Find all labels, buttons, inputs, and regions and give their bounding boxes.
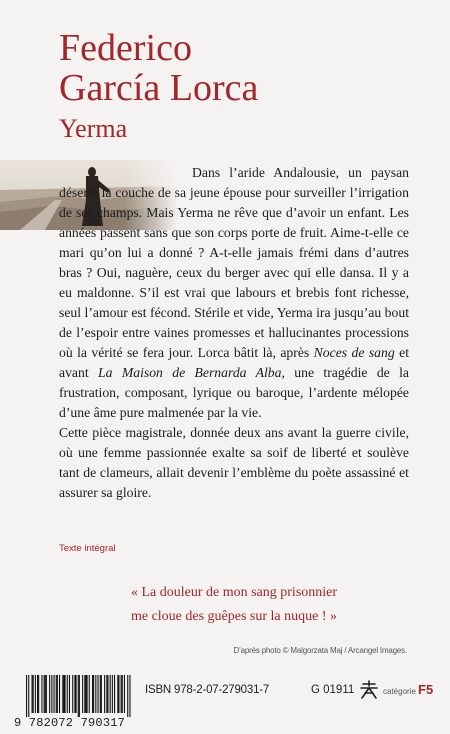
barcode-bar (124, 675, 125, 713)
pull-quote (59, 581, 409, 629)
title-maison-bernarda-alba: La Maison de Bernarda Alba (98, 365, 282, 380)
isbn: ISBN 978-2-07-279031-7 (145, 684, 270, 696)
barcode-bar (74, 675, 75, 713)
barcode-bar (67, 675, 68, 713)
barcode-bar (93, 675, 94, 713)
barcode (14, 675, 139, 733)
barcode-bar (45, 675, 46, 713)
product-code: G 01911 (311, 684, 355, 696)
barcode-bar (89, 675, 90, 713)
book-title: Yerma (59, 114, 128, 143)
barcode-bar (26, 675, 27, 717)
category-label: catégorie (383, 687, 416, 696)
barcode-bar (54, 675, 55, 713)
barcode-bars (26, 675, 136, 717)
barcode-bar (76, 675, 77, 713)
back-cover-blurb (59, 163, 409, 503)
barcode-bar (32, 675, 33, 713)
title-noces-de-sang: Noces de sang (313, 345, 395, 360)
barcode-bar (51, 675, 52, 713)
barcode-bar (35, 675, 36, 713)
barcode-bar (79, 675, 80, 717)
barcode-bar (87, 675, 88, 713)
barcode-bar (37, 675, 38, 713)
barcode-bar (82, 675, 83, 713)
edition-note: Texte intégral (59, 543, 116, 554)
barcode-bar (100, 675, 101, 713)
barcode-bar (129, 675, 130, 717)
barcode-bar (92, 675, 93, 713)
barcode-bar (69, 675, 70, 713)
barcode-bar (59, 675, 60, 713)
barcode-bar (33, 675, 34, 713)
barcode-bar (98, 675, 99, 713)
author-name (59, 28, 258, 108)
quote-line-2: me cloue des guêpes sur la nuque ! » (130, 609, 338, 624)
category-code: F5 (418, 682, 434, 697)
barcode-bar (112, 675, 113, 713)
barcode-bar (106, 675, 107, 713)
barcode-bar (28, 675, 29, 717)
barcode-bar (57, 675, 58, 713)
publisher-logo-icon (358, 680, 380, 705)
barcode-bar (107, 675, 108, 713)
barcode-digits: 9 782072 790317 (14, 716, 126, 730)
barcode-bar (46, 675, 47, 713)
barcode-bar (65, 675, 66, 713)
barcode-bar (62, 675, 63, 713)
barcode-bar (44, 675, 45, 713)
barcode-bar (78, 675, 79, 717)
barcode-bar (117, 675, 118, 713)
barcode-bar (63, 675, 64, 713)
barcode-bar (114, 675, 115, 713)
barcode-bar (49, 675, 50, 713)
barcode-bar (127, 675, 128, 717)
barcode-bar (122, 675, 123, 713)
barcode-bar (38, 675, 39, 713)
barcode-bar (104, 675, 105, 713)
barcode-bar (118, 675, 119, 713)
author-line-2: García Lorca (59, 67, 259, 109)
barcode-bar (110, 675, 111, 713)
blurb-paragraph-1: Dans l’aride Andalousie, un paysan déserte la couche de sa jeune épouse pour surveiller l’irrigation de ses champs. Mais Yerma ne rêve que d’avoir un enfant. Les années passent sans que son corps porte de fruit. Aime-t-elle ce mari qu’on lui a donné ? A-t-elle jamais frémi dans d’autres bras ? Oui, naguère, ceux du berger avec qui elle dansa. Il y a eu maldonne. S’il est vrai que labours et brebis font richesse, seul l’amour est fécond. Stérile et vide, Yerma ira jusqu’au bout de l’espoir entre vaines promesses et hallucinantes processions où la vérité se fera jour. Lorca bâtit là, après Noces de sang et avant La Maison de Bernarda Alba, une tragédie de la frustration, composant, lyrique ou baroque, l’ardente mélopée d’une âme pure malmenée par la vie. (59, 165, 410, 420)
barcode-bar (56, 675, 57, 713)
barcode-bar (41, 675, 42, 713)
quote-line-1: « La douleur de mon sang prisonnier (130, 585, 338, 600)
barcode-bar (121, 675, 122, 713)
barcode-bar (85, 675, 86, 713)
author-line-1: Federico (59, 27, 192, 69)
barcode-bar (95, 675, 96, 713)
barcode-bar (84, 675, 85, 713)
photo-credit: D’après photo © Malgorzata Maj / Arcangel Images. (233, 646, 407, 655)
barcode-bar (101, 675, 102, 713)
blurb-paragraph-2: Cette pièce magistrale, donnée deux ans avant la guerre civile, où une femme passionnée exalte sa soif de liberté et soulève tant de clameurs, allait devenir l’emblème du poète assassiné et assurer sa gloire. (59, 425, 409, 500)
barcode-bar (72, 675, 73, 713)
